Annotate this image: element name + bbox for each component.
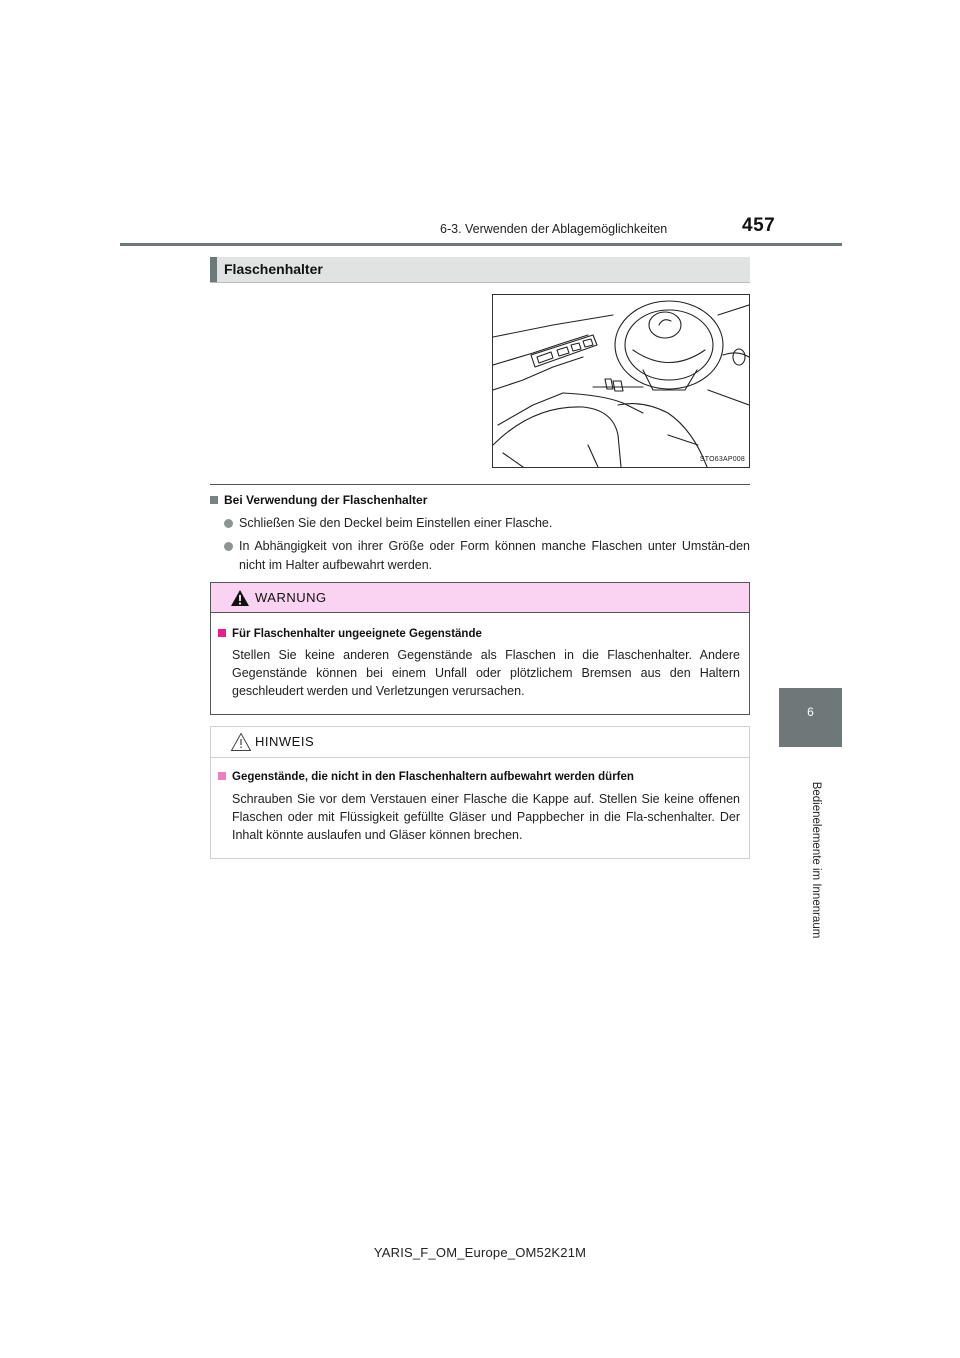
figure-code: STO63AP008 bbox=[699, 456, 745, 463]
section-heading: 6-3. Verwenden der Ablagemöglichkeiten bbox=[440, 222, 668, 236]
chapter-number: 6 bbox=[807, 705, 814, 719]
warning-heading bbox=[218, 628, 482, 640]
warning-title: WARNUNG bbox=[255, 590, 327, 605]
section-title: Flaschenhalter bbox=[224, 261, 323, 277]
round-bullet-icon bbox=[224, 519, 233, 528]
notice-header bbox=[211, 727, 749, 758]
warning-header bbox=[211, 583, 749, 613]
notice-heading bbox=[218, 771, 634, 783]
chapter-tab bbox=[779, 688, 842, 747]
usage-heading-text: Bei Verwendung der Flaschenhalter bbox=[224, 493, 428, 507]
section-title-bar bbox=[210, 257, 750, 283]
notice-heading-text: Gegenstände, die nicht in den Flaschenhaltern aufbewahrt werden dürfen bbox=[232, 771, 634, 783]
caution-triangle-icon bbox=[230, 732, 252, 752]
warning-text: Stellen Sie keine anderen Gegenstände als Flaschen in die Flaschenhalter. Andere Gegenstände können bei einem Unfall oder plötzlichem Bremsen aus den Haltern geschleudert werden und Verletzungen verursachen. bbox=[232, 648, 740, 698]
bottle-holder-illustration bbox=[492, 294, 750, 468]
warning-triangle-icon bbox=[230, 589, 250, 607]
usage-bullet bbox=[224, 514, 750, 533]
usage-bullet-text: In Abhängigkeit von ihrer Größe oder Form können manche Flaschen unter Umstän-den nicht im Halter aufbewahrt werden. bbox=[239, 539, 750, 572]
document-code: YARIS_F_OM_Europe_OM52K21M bbox=[373, 1245, 587, 1260]
usage-bullet-text: Schließen Sie den Deckel beim Einstellen einer Flasche. bbox=[239, 516, 553, 530]
divider bbox=[210, 484, 750, 485]
usage-bullet bbox=[224, 537, 750, 575]
page-number: 457 bbox=[742, 215, 776, 236]
warning-heading-text: Für Flaschenhalter ungeeignete Gegenstände bbox=[232, 628, 482, 640]
warning-box bbox=[210, 582, 750, 715]
notice-title: HINWEIS bbox=[255, 734, 315, 749]
title-marker bbox=[210, 257, 217, 282]
header-rule bbox=[120, 243, 842, 246]
usage-heading bbox=[210, 493, 427, 507]
square-bullet-icon bbox=[218, 772, 226, 780]
notice-box bbox=[210, 726, 750, 859]
chapter-label: Bedienelemente im Innenraum bbox=[810, 781, 822, 939]
illustration-drawing bbox=[493, 295, 749, 467]
square-bullet-icon bbox=[210, 496, 218, 504]
square-bullet-icon bbox=[218, 629, 226, 637]
notice-text: Schrauben Sie vor dem Verstauen einer Flasche die Kappe auf. Stellen Sie keine offenen Flaschen oder mit Flüssigkeit gefüllte Gläser und Pappbecher in die Fla-schenhalter. Der Inhalt könnte auslaufen und Gläser können brechen. bbox=[232, 792, 740, 842]
round-bullet-icon bbox=[224, 542, 233, 551]
